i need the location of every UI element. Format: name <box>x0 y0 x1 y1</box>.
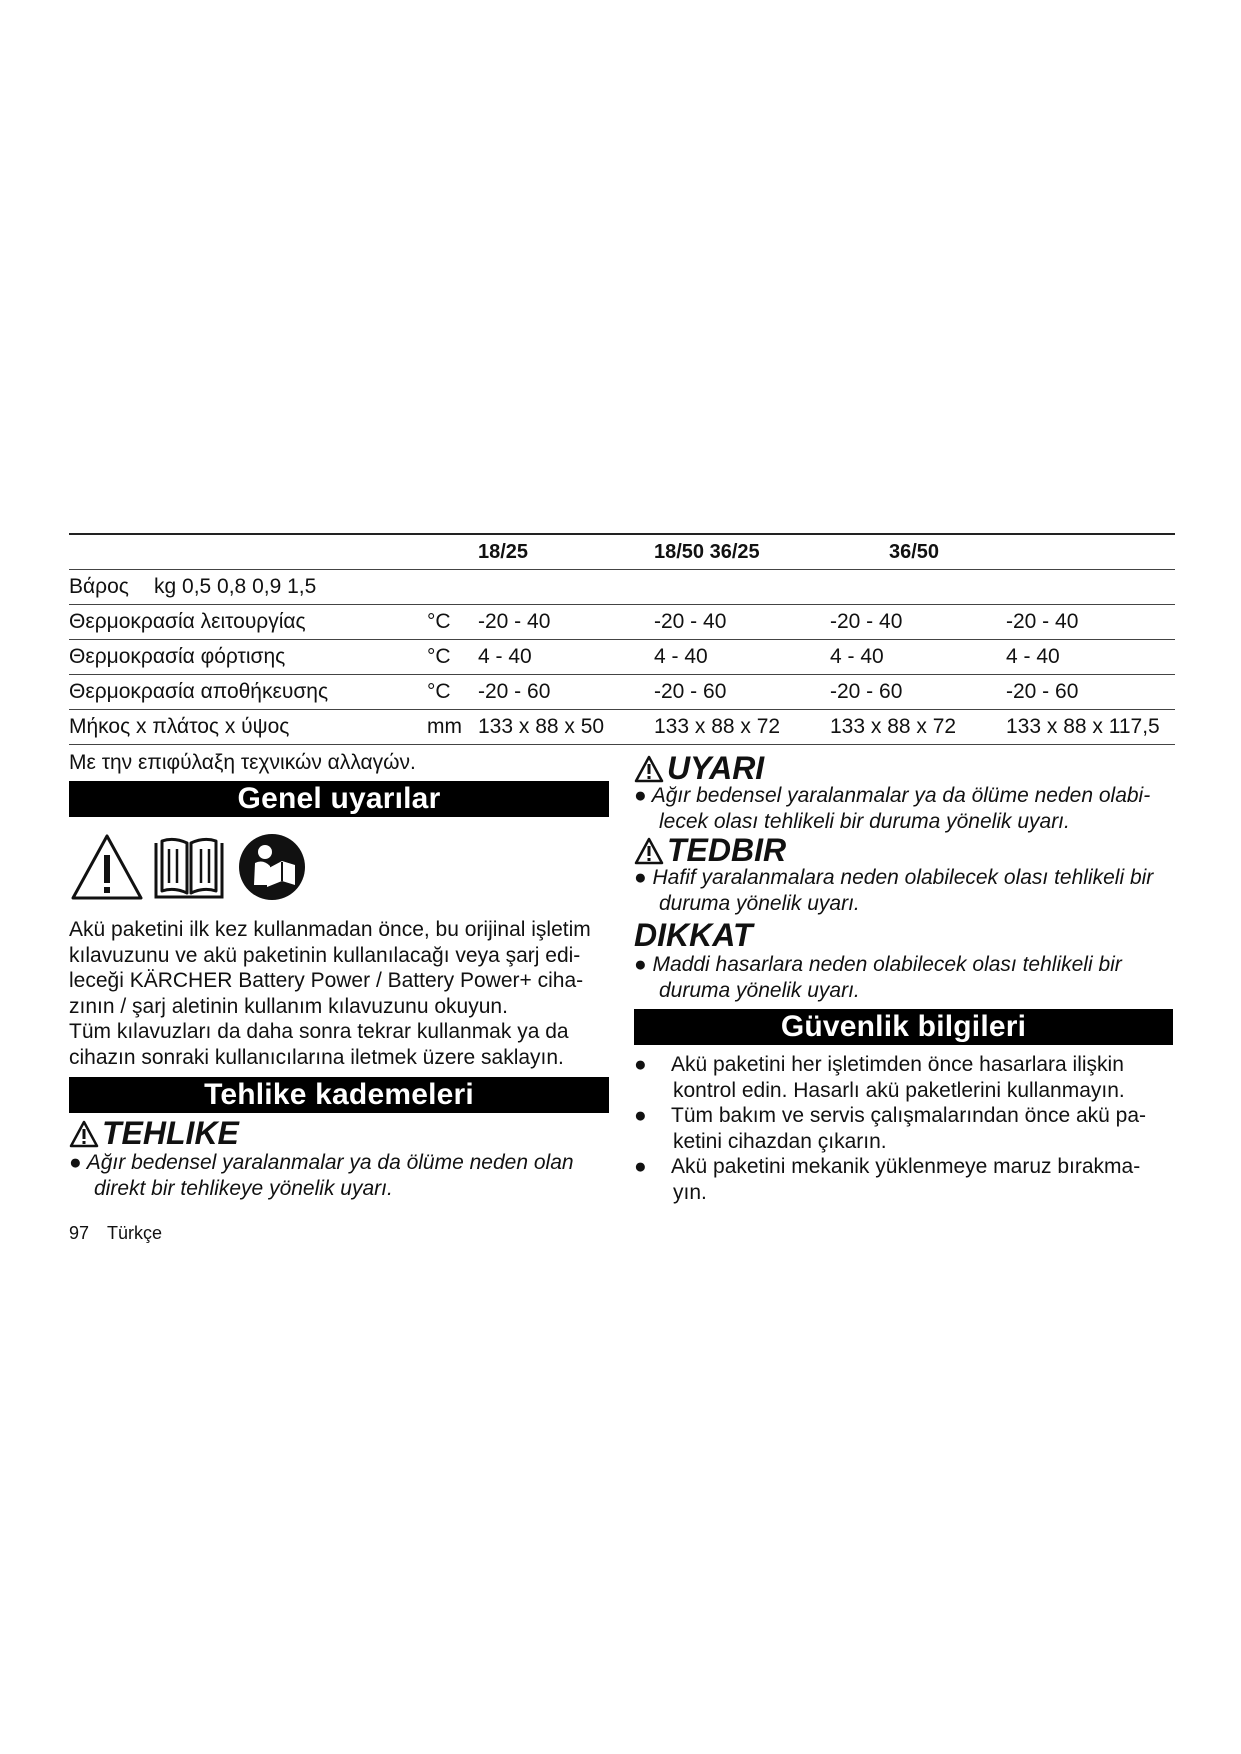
text-line: ● Ağır bedensel yaralanmalar ya da ölüme neden olabi- <box>634 784 1151 807</box>
text-line: direkt bir tehlikeye yönelik uyarı. <box>94 1177 393 1200</box>
bullet: ● <box>634 1155 647 1178</box>
list-item <box>634 1052 1174 1103</box>
table-row <box>69 710 1175 745</box>
table-cell: 133 x 88 x 72 <box>654 715 781 738</box>
table-row <box>69 570 1175 605</box>
signal-word-tedbir <box>634 832 786 869</box>
row-unit: kg 0,5 0,8 0,9 1,5 <box>154 575 317 598</box>
table-cell: 4 - 40 <box>478 645 532 668</box>
bullet: ● <box>634 1053 647 1076</box>
text-line: ● Maddi hasarlara neden olabilecek olası tehlikeli bir <box>634 953 1122 976</box>
row-label: Θερμοκρασία αποθήκευσης <box>69 680 329 703</box>
signal-word-label: UYARI <box>667 750 765 786</box>
table-cell: -20 - 40 <box>1006 610 1079 633</box>
text-line: Akü paketini ilk kez kullanmadan önce, bu orijinal işletim <box>69 918 591 941</box>
table-row <box>69 675 1175 710</box>
signal-word-label: TEDBIR <box>667 832 787 868</box>
row-unit: °C <box>427 680 451 703</box>
signal-word-uyari <box>634 750 764 787</box>
column-header: 18/50 36/25 <box>654 541 760 563</box>
section-header-guvenlik-bilgileri: Güvenlik bilgileri <box>634 1009 1173 1045</box>
table-cell: 4 - 40 <box>1006 645 1060 668</box>
row-label: Θερμοκρασία φόρτισης <box>69 645 286 668</box>
table-cell: 133 x 88 x 117,5 <box>1006 715 1160 738</box>
text-line: duruma yönelik uyarı. <box>659 979 860 1002</box>
manual-book-icon <box>152 835 226 901</box>
row-unit: °C <box>427 645 451 668</box>
section-header-tehlike-kademeleri: Tehlike kademeleri <box>69 1077 609 1113</box>
text-line: Tüm kılavuzları da daha sonra tekrar kullanmak ya da <box>69 1020 569 1043</box>
table-cell: 133 x 88 x 50 <box>478 715 605 738</box>
text-line: duruma yönelik uyarı. <box>659 892 860 915</box>
spec-table <box>69 533 1175 745</box>
table-cell: 133 x 88 x 72 <box>830 715 957 738</box>
text-line: Akü paketini mekanik yüklenmeye maruz bırakma- <box>671 1155 1141 1178</box>
table-row <box>69 640 1175 675</box>
page-number: 97 <box>69 1223 90 1243</box>
signal-word-label: DIKKAT <box>634 917 753 953</box>
table-cell: -20 - 40 <box>654 610 727 633</box>
footer-language: Türkçe <box>107 1223 163 1243</box>
row-unit: mm <box>427 715 462 738</box>
text-line: zının / şarj aletinin kullanım kılavuzunu okuyun. <box>69 994 508 1018</box>
text-line: leceği KÄRCHER Battery Power / Battery Power+ ciha- <box>69 969 584 992</box>
tedbir-description <box>634 865 1153 917</box>
list-item <box>634 1103 1174 1154</box>
text-line: ketini cihazdan çıkarın. <box>673 1129 887 1153</box>
table-cell: -20 - 60 <box>478 680 551 703</box>
text-line: kılavuzunu ve akü paketinin kullanılacağı veya şarj edi- <box>69 943 581 967</box>
row-label: Μήκος x πλάτος x ύψος <box>69 715 290 738</box>
text-line: lecek olası tehlikeli bir duruma yönelik uyarı. <box>659 810 1070 833</box>
table-cell: -20 - 40 <box>830 610 903 633</box>
table-cell: -20 - 60 <box>654 680 727 703</box>
text-line: Tüm bakım ve servis çalışmalarından önce akü pa- <box>671 1104 1147 1127</box>
uyari-description <box>634 783 1150 835</box>
genel-paragraph <box>69 917 614 1070</box>
row-label: Θερμοκρασία λειτουργίας <box>69 610 306 633</box>
warning-triangle-icon <box>69 1120 99 1148</box>
signal-word-tehlike <box>69 1115 239 1152</box>
text-line: ● Ağır bedensel yaralanmalar ya da ölüme neden olan <box>69 1151 574 1174</box>
list-item <box>634 1154 1174 1205</box>
warning-triangle-icon <box>634 837 664 865</box>
table-cell: -20 - 60 <box>1006 680 1079 703</box>
table-row <box>69 605 1175 640</box>
column-header: 36/50 <box>889 541 940 563</box>
technical-changes-note: Με την επιφύλαξη τεχνικών αλλαγών. <box>69 751 416 774</box>
table-cell: -20 - 40 <box>478 610 551 633</box>
column-header: 18/25 <box>478 541 529 563</box>
bullet: ● <box>634 1104 647 1127</box>
warning-triangle-icon <box>70 833 144 901</box>
table-cell: -20 - 60 <box>830 680 903 703</box>
guvenlik-list <box>634 1052 1174 1205</box>
spec-table-header <box>69 535 1175 570</box>
table-cell: 4 - 40 <box>830 645 884 668</box>
signal-word-label: TEHLIKE <box>102 1115 239 1151</box>
warning-triangle-icon <box>634 755 664 783</box>
read-manual-person-icon <box>238 833 306 901</box>
text-line: kontrol edin. Hasarlı akü paketlerini kullanmayın. <box>673 1078 1125 1102</box>
text-line: ● Hafif yaralanmalara neden olabilecek olası tehlikeli bir <box>634 866 1154 889</box>
dikkat-description <box>634 952 1122 1004</box>
tehlike-description <box>69 1150 574 1202</box>
table-cell: 4 - 40 <box>654 645 708 668</box>
text-line: yın. <box>673 1180 707 1204</box>
row-label: Βάρος <box>69 575 129 598</box>
text-line: cihazın sonraki kullanıcılarına iletmek üzere saklayın. <box>69 1045 564 1069</box>
page-footer <box>69 1223 180 1244</box>
section-header-genel-uyarilar: Genel uyarılar <box>69 781 609 817</box>
row-unit: °C <box>427 610 451 633</box>
signal-word-dikkat <box>634 917 753 954</box>
text-line: Akü paketini her işletimden önce hasarlara ilişkin <box>671 1053 1124 1076</box>
